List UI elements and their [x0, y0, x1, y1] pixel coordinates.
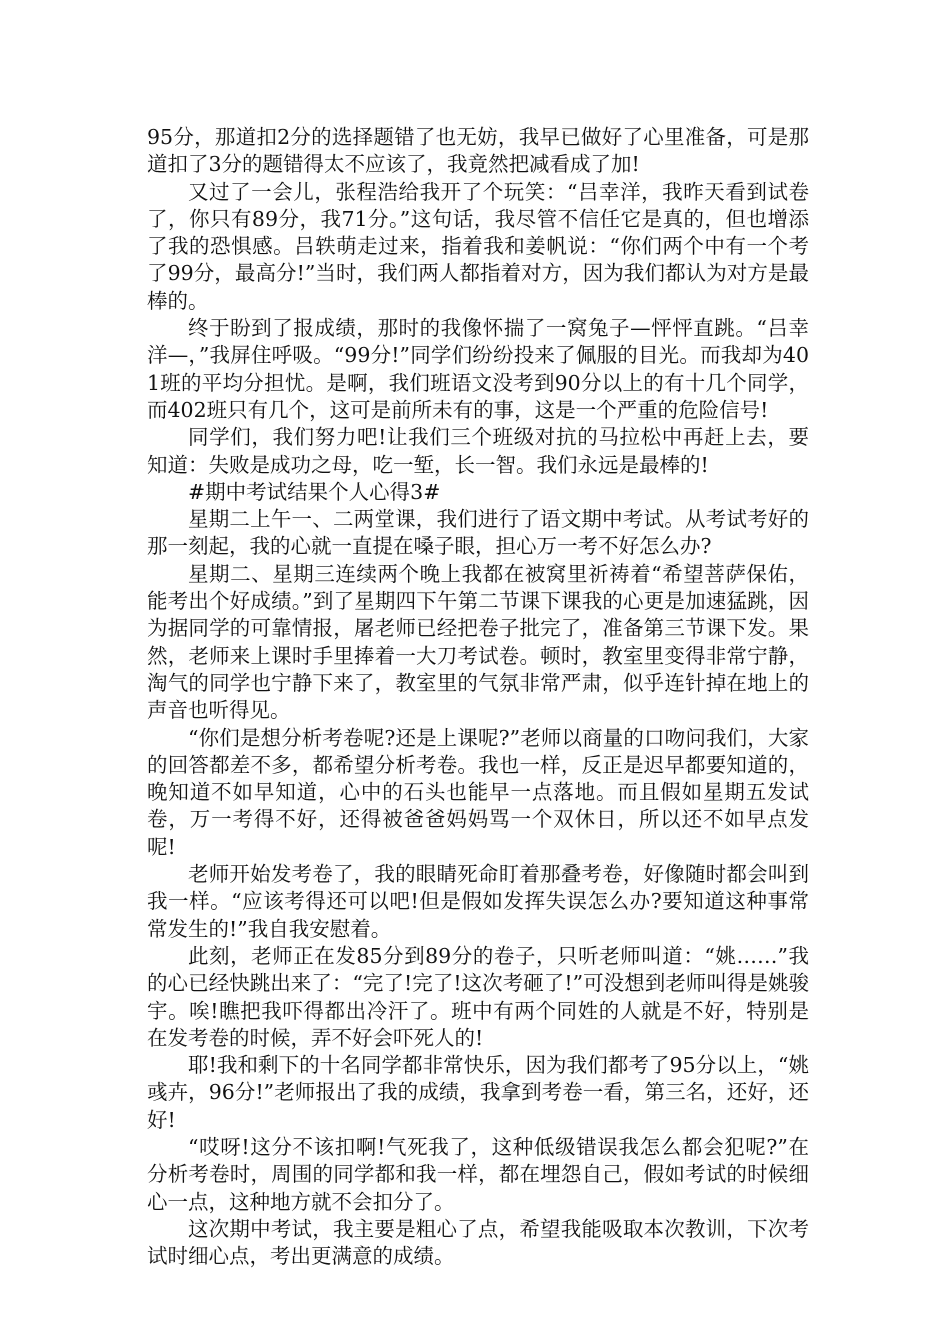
paragraph: “你们是想分析考卷呢?还是上课呢?”老师以商量的口吻问我们，大家的回答都差不多，都希望分析考卷。我也一样，反正是迟早都要知道的，晚知道不如早知道，心中的石头也能早一点落地。而且假如星期五发试卷，万一考得不好，还得被爸爸妈妈骂一个双休日，所以还不如早点发呢! [147, 725, 809, 859]
paragraph: 星期二、星期三连续两个晚上我都在被窝里祈祷着“希望菩萨保佑，能考出个好成绩。”到了星期四下午第二节课下课我的心更是加速猛跳，因为据同学的可靠情报，屠老师已经把卷子批完了，准备第三节课下发。果然，老师来上课时手里捧着一大刀考试卷。顿时，教室里变得非常宁静，淘气的同学也宁静下来了，教室里的气氛非常严肃，似乎连针掉在地上的声音也听得见。 [147, 561, 809, 723]
paragraph: 这次期中考试，我主要是粗心了点，希望我能吸取本次教训，下次考试时细心点，考出更满意的成绩。 [147, 1216, 809, 1269]
paragraph: 老师开始发考卷了，我的眼睛死命盯着那叠考卷，好像随时都会叫到我一样。“应该考得还可以吧!但是假如发挥失误怎么办?要知道这种事常常发生的!”我自我安慰着。 [147, 862, 809, 941]
paragraph: 又过了一会儿，张程浩给我开了个玩笑：“吕幸洋，我昨天看到试卷了，你只有89分，我71分。”这句话，我尽管不信任它是真的，但也增添了我的恐惧感。吕轶萌走过来，指着我和姜帆说：“你们两个中有一个考了99分，最高分!”当时，我们两人都指着对方，因为我们都认为对方是最棒的。 [147, 179, 809, 313]
paragraph: “哎呀!这分不该扣啊!气死我了，这种低级错误我怎么都会犯呢?”在分析考卷时，周围的同学都和我一样，都在埋怨自己，假如考试的时候细心一点，这种地方就不会扣分了。 [147, 1134, 809, 1214]
paragraph-continuation: 95分，那道扣2分的选择题错了也无妨，我早已做好了心里准备，可是那道扣了3分的题错得太不应该了，我竟然把减看成了加! [147, 125, 809, 177]
paragraph: 同学们，我们努力吧!让我们三个班级对抗的马拉松中再赶上去，要知道：失败是成功之母，吃一堑，长一智。我们永远是最棒的! [147, 425, 809, 477]
paragraph: 此刻，老师正在发85分到89分的卷子，只听老师叫道：“姚……”我的心已经快跳出来了：“完了!完了!这次考砸了!”可没想到老师叫得是姚骏宇。唉!瞧把我吓得都出冷汗了。班中有两个同姓的人就是不好，特别是在发考卷的时候，弄不好会吓死人的! [147, 943, 809, 1050]
essay-body [147, 124, 809, 1270]
paragraph: 星期二上午一、二两堂课，我们进行了语文期中考试。从考试考好的那一刻起，我的心就一直提在嗓子眼，担心万一考不好怎么办? [147, 507, 809, 559]
paragraph: 终于盼到了报成绩，那时的我像怀揣了一窝兔子—怦怦直跳。“吕幸洋—，”我屏住呼吸。“99分!”同学们纷纷投来了佩服的目光。而我却为401班的平均分担忧。是啊，我们班语文没考到90分以上的有十几个同学，而402班只有几个，这可是前所未有的事，这是一个严重的危险信号! [147, 316, 809, 422]
paragraph: 耶!我和剩下的十名同学都非常快乐，因为我们都考了95分以上，“姚彧卉，96分!”老师报出了我的成绩，我拿到考卷一看，第三名，还好，还好! [147, 1053, 809, 1132]
section-heading: #期中考试结果个人心得3# [188, 479, 441, 504]
